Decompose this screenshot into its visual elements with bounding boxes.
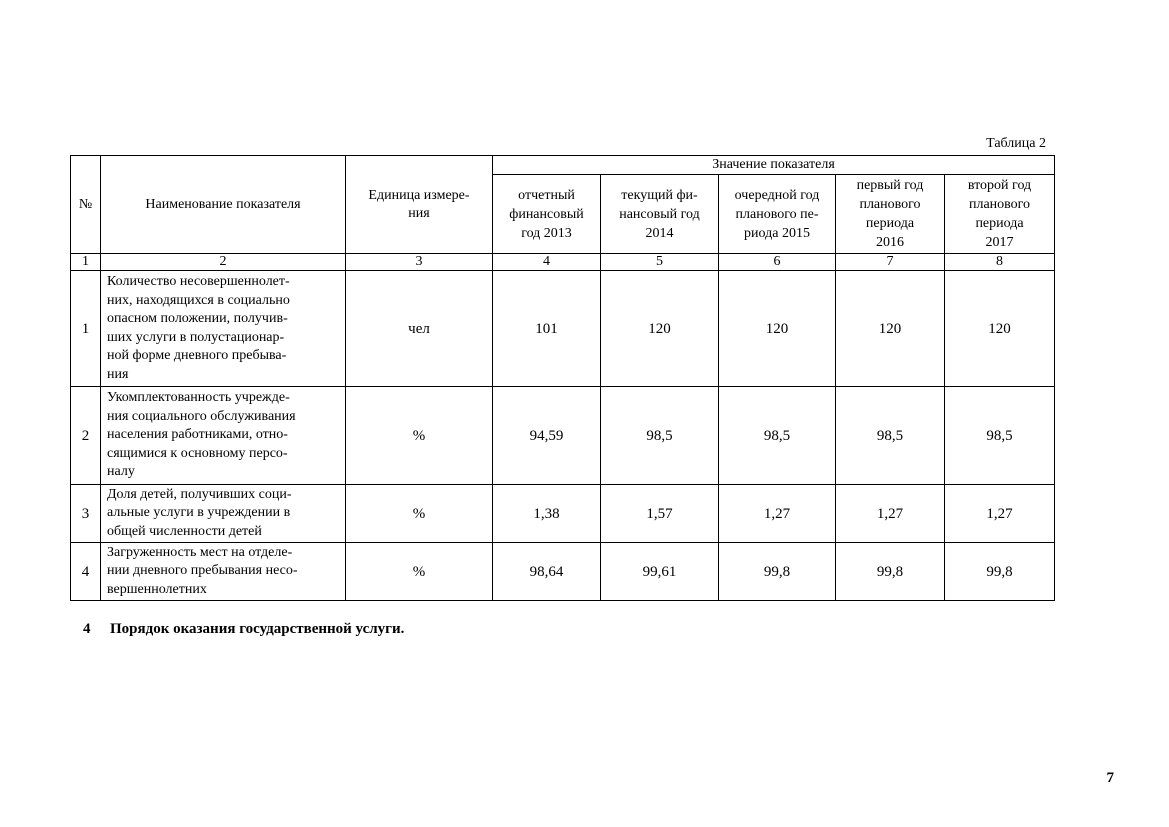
header-period-2013: отчетный финансовый год 2013 [493, 175, 601, 254]
indicator-value: 94,59 [493, 387, 601, 485]
table-row [71, 271, 1055, 387]
indicator-value: 120 [945, 271, 1055, 387]
indicator-value: 98,5 [719, 387, 836, 485]
indicator-value: 1,38 [493, 485, 601, 543]
row-number: 3 [71, 485, 101, 543]
indicator-value: 99,8 [945, 543, 1055, 601]
table-row [71, 485, 1055, 543]
indicator-value: 99,8 [719, 543, 836, 601]
column-number: 1 [71, 254, 101, 271]
row-number: 1 [71, 271, 101, 387]
section-number: 4 [83, 621, 91, 637]
header-col-unit: Единица измере- ния [346, 156, 493, 254]
header-col-name: Наименование показателя [101, 156, 346, 254]
column-number: 7 [836, 254, 945, 271]
indicator-name: Количество несовершеннолет- них, находящихся в социально опасном положении, получив- ших услуги в полустационар- ной форме дневного пребыва- ния [101, 271, 346, 387]
indicator-unit: чел [346, 271, 493, 387]
indicator-value: 120 [836, 271, 945, 387]
indicator-value: 99,61 [601, 543, 719, 601]
indicators-table [70, 155, 1055, 601]
column-number: 3 [346, 254, 493, 271]
header-row-top [71, 156, 1055, 175]
table-row [71, 543, 1055, 601]
section-heading [83, 621, 404, 638]
indicator-value: 101 [493, 271, 601, 387]
column-number: 8 [945, 254, 1055, 271]
indicator-value: 1,57 [601, 485, 719, 543]
indicator-value: 120 [601, 271, 719, 387]
indicator-name: Укомплектованность учрежде- ния социального обслуживания населения работниками, отно- сящимися к основному персо- налу [101, 387, 346, 485]
indicator-unit: % [346, 543, 493, 601]
header-col-no: № [71, 156, 101, 254]
column-number: 4 [493, 254, 601, 271]
indicator-value: 120 [719, 271, 836, 387]
indicator-value: 1,27 [945, 485, 1055, 543]
row-number: 4 [71, 543, 101, 601]
column-number: 6 [719, 254, 836, 271]
table-caption: Таблица 2 [986, 136, 1046, 151]
section-title: Порядок оказания государственной услуги. [110, 621, 405, 637]
page-number: 7 [1106, 770, 1114, 786]
indicator-value: 98,5 [601, 387, 719, 485]
header-period-2016: первый год планового периода 2016 [836, 175, 945, 254]
indicator-value: 99,8 [836, 543, 945, 601]
indicator-value: 98,5 [836, 387, 945, 485]
indicator-value: 1,27 [836, 485, 945, 543]
indicator-name: Доля детей, получивших соци- альные услуги в учреждении в общей численности детей [101, 485, 346, 543]
column-number: 2 [101, 254, 346, 271]
indicator-value: 98,5 [945, 387, 1055, 485]
header-period-2014: текущий фи- нансовый год 2014 [601, 175, 719, 254]
header-period-2015: очередной год планового пе- риода 2015 [719, 175, 836, 254]
indicator-unit: % [346, 387, 493, 485]
column-number-row [71, 254, 1055, 271]
indicator-unit: % [346, 485, 493, 543]
indicator-value: 98,64 [493, 543, 601, 601]
indicator-name: Загруженность мест на отделе- нии дневного пребывания несо- вершеннолетних [101, 543, 346, 601]
column-number: 5 [601, 254, 719, 271]
header-group-value: Значение показателя [493, 156, 1055, 175]
indicator-value: 1,27 [719, 485, 836, 543]
table-row [71, 387, 1055, 485]
header-period-2017: второй год планового периода 2017 [945, 175, 1055, 254]
row-number: 2 [71, 387, 101, 485]
